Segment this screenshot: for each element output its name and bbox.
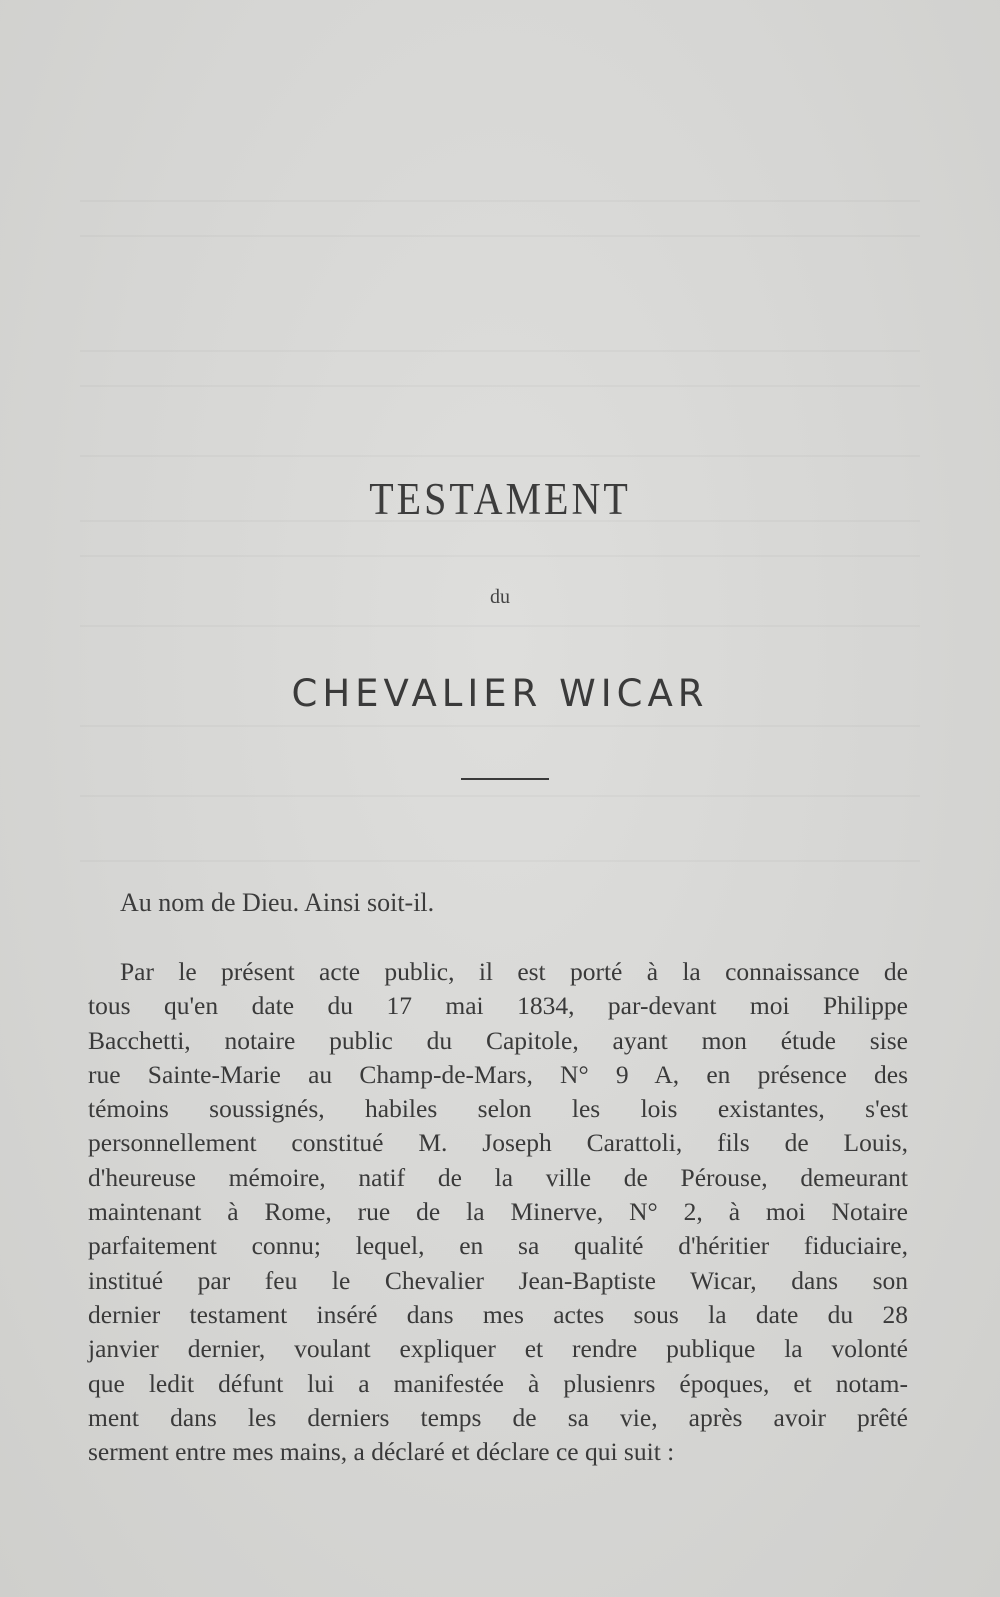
paragraph-line: tous qu'en date du 17 mai 1834, par-devant moi Philippe — [88, 991, 908, 1021]
bleed-through — [80, 350, 920, 352]
paragraph-line: que ledit défunt lui a manifestée à plusienrs époques, et notam- — [88, 1368, 908, 1398]
paragraph-line: Par le présent acte public, il est porté à la connaissance de — [120, 957, 908, 986]
paragraph-line: institué par feu le Chevalier Jean-Baptiste Wicar, dans son — [88, 1265, 908, 1295]
paragraph-line: ment dans les derniers temps de sa vie, après avoir prêté — [88, 1402, 908, 1432]
paragraph-line: janvier dernier, voulant expliquer et rendre publique la volonté — [88, 1334, 908, 1364]
paragraph-line: serment entre mes mains, a déclaré et déclare ce qui suit : — [88, 1437, 675, 1467]
body-paragraph — [88, 955, 908, 1469]
bleed-through — [80, 860, 920, 862]
bleed-through — [80, 625, 920, 627]
paragraph-line: témoins soussignés, habiles selon les lois existantes, s'est — [88, 1094, 908, 1124]
bleed-through — [80, 235, 920, 237]
paragraph-line: parfaitement connu; lequel, en sa qualité d'héritier fiduciaire, — [88, 1231, 908, 1261]
title-divider — [461, 778, 549, 780]
paragraph-line: personnellement constitué M. Joseph Carattoli, fils de Louis, — [88, 1128, 908, 1158]
paragraph-line: Bacchetti, notaire public du Capitole, ayant mon étude sise — [88, 1025, 908, 1055]
paragraph-line: d'heureuse mémoire, natif de la ville de Pérouse, demeurant — [88, 1162, 908, 1192]
paragraph-line: maintenant à Rome, rue de la Minerve, N° 2, à moi Notaire — [88, 1197, 908, 1227]
bleed-through — [80, 725, 920, 727]
bleed-through — [80, 385, 920, 387]
paragraph-line: rue Sainte-Marie au Champ-de-Mars, N° 9 A, en présence des — [88, 1059, 908, 1089]
page-subtitle: CHEVALIER WICAR — [291, 672, 709, 715]
title-connector: du — [490, 586, 510, 608]
bleed-through — [80, 455, 920, 457]
paragraph-line: dernier testament inséré dans mes actes sous la date du 28 — [88, 1299, 908, 1329]
bleed-through — [80, 555, 920, 557]
page-title: TESTAMENT — [369, 472, 631, 525]
invocation-line: Au nom de Dieu. Ainsi soit-il. — [120, 888, 435, 917]
bleed-through — [80, 200, 920, 202]
bleed-through — [80, 795, 920, 797]
